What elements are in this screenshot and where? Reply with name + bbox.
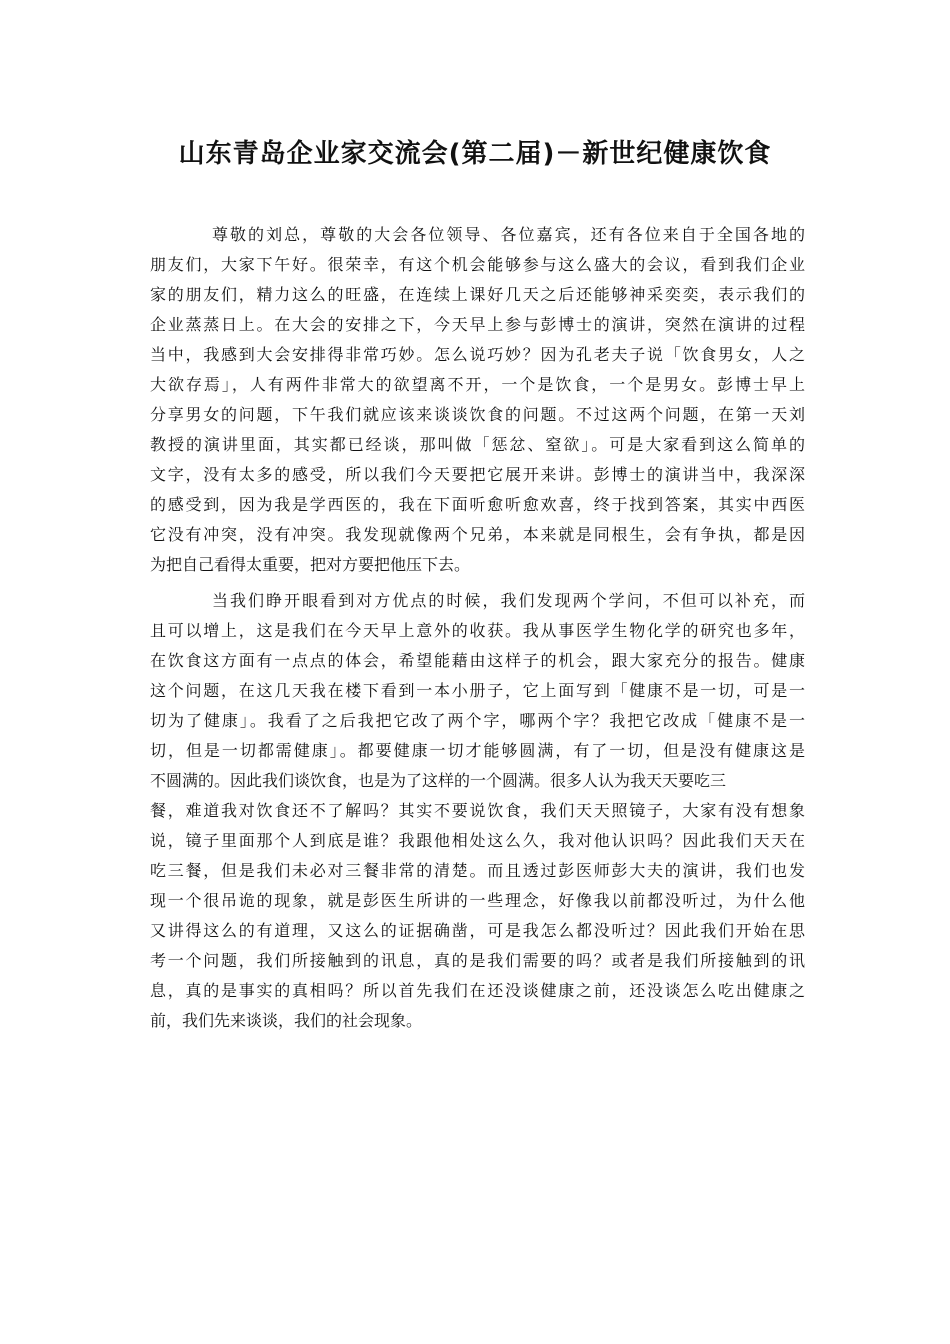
paragraph-line: 吃三餐，但是我们未必对三餐非常的清楚。而且透过彭医师彭大夫的演讲，我们也发 [150, 861, 805, 880]
paragraph-line: 教授的演讲里面，其实都已经谈，那叫做「惩忿、窒欲」。可是大家看到这么简单的 [150, 435, 805, 454]
paragraph-line: 家的朋友们，精力这么的旺盛，在连续上课好几天之后还能够神采奕奕，表示我们的 [150, 285, 805, 304]
paragraph-line: 又讲得这么的有道理，又这么的证据确凿，可是我怎么都没听过？因此我们开始在思 [150, 921, 805, 940]
paragraph-line: 前，我们先来谈谈，我们的社会现象。 [150, 1011, 423, 1030]
paragraph-line: 餐，难道我对饮食还不了解吗？其实不要说饮食，我们天天照镜子，大家有没有想象 [150, 801, 805, 820]
paragraph-line: 当中，我感到大会安排得非常巧妙。怎么说巧妙？因为孔老夫子说「饮食男女，人之 [150, 345, 805, 364]
paragraph-line: 的感受到，因为我是学西医的，我在下面听愈听愈欢喜，终于找到答案，其实中西医 [150, 495, 805, 514]
paragraph-line: 它没有冲突，没有冲突。我发现就像两个兄弟，本来就是同根生，会有争执，都是因 [150, 525, 805, 544]
paragraph-line: 切为了健康」。我看了之后我把它改了两个字，哪两个字？我把它改成「健康不是一 [150, 711, 805, 730]
paragraph-line: 息，真的是事实的真相吗？所以首先我们在还没谈健康之前，还没谈怎么吃出健康之 [150, 981, 805, 1000]
paragraph-line: 大欲存焉」，人有两件非常大的欲望离不开，一个是饮食，一个是男女。彭博士早上 [150, 375, 805, 394]
paragraph-line: 在饮食这方面有一点点的体会，希望能藉由这样子的机会，跟大家充分的报告。健康 [150, 651, 805, 670]
paragraph-line: 切，但是一切都需健康」。都要健康一切才能够圆满，有了一切，但是没有健康这是 [150, 741, 805, 760]
paragraph-1 [150, 220, 805, 580]
paragraph-line: 考一个问题，我们所接触到的讯息，真的是我们需要的吗？或者是我们所接触到的讯 [150, 951, 805, 970]
paragraph-line: 现一个很吊诡的现象，就是彭医生所讲的一些理念，好像我以前都没听过，为什么他 [150, 891, 805, 910]
paragraph-line: 不圆满的。因此我们谈饮食，也是为了这样的一个圆满。很多人认为我天天要吃三 [150, 771, 727, 790]
paragraph-line: 企业蒸蒸日上。在大会的安排之下，今天早上参与彭博士的演讲，突然在演讲的过程 [150, 315, 805, 334]
paragraph-line: 分享男女的问题，下午我们就应该来谈谈饮食的问题。不过这两个问题，在第一天刘 [150, 405, 805, 424]
paragraph-line: 当我们睁开眼看到对方优点的时候，我们发现两个学问，不但可以补充，而 [212, 591, 805, 610]
paragraph-line: 这个问题，在这几天我在楼下看到一本小册子，它上面写到「健康不是一切，可是一 [150, 681, 805, 700]
paragraph-line: 朋友们，大家下午好。很荣幸，有这个机会能够参与这么盛大的会议，看到我们企业 [150, 255, 805, 274]
paragraph-line: 尊敬的刘总，尊敬的大会各位领导、各位嘉宾，还有各位来自于全国各地的 [212, 225, 805, 244]
document-body [150, 220, 805, 1036]
paragraph-line: 说，镜子里面那个人到底是谁？我跟他相处这么久，我对他认识吗？因此我们天天在 [150, 831, 805, 850]
document-title: 山东青岛企业家交流会(第二届)－新世纪健康饮食 [178, 139, 772, 169]
paragraph-2 [150, 586, 805, 1036]
paragraph-line: 为把自己看得太重要，把对方要把他压下去。 [150, 555, 471, 574]
paragraph-line: 且可以增上，这是我们在今天早上意外的收获。我从事医学生物化学的研究也多年， [150, 621, 805, 640]
paragraph-line: 文字，没有太多的感受，所以我们今天要把它展开来讲。彭博士的演讲当中，我深深 [150, 465, 805, 484]
